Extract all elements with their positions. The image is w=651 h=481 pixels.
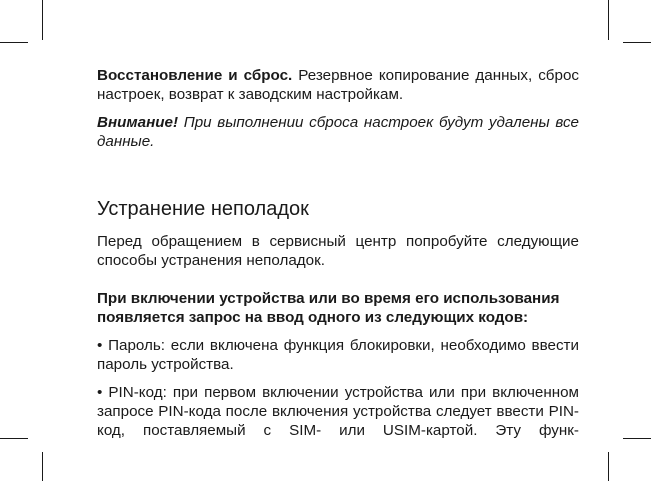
recovery-text: Резервное копирование данных, сброс настроек, возврат к заводским настройкам. <box>97 67 579 103</box>
warning-text: При выполнении сброса настроек будут удалены все данные. <box>97 114 579 150</box>
crop-mark-top-left-h <box>0 42 28 43</box>
crop-mark-top-left <box>42 0 43 40</box>
intro-paragraph: Перед обращением в сервисный центр попробуйте следующие способы устранения неполадок. <box>97 233 579 269</box>
crop-mark-top-right-h <box>623 42 651 43</box>
warning-paragraph <box>97 113 579 151</box>
bullet-password: • Пароль: если включена функция блокировки, необходимо ввести пароль устройства. <box>97 337 579 373</box>
recovery-paragraph <box>97 66 579 104</box>
page-content <box>97 66 579 449</box>
warning-lead: Внимание! <box>97 114 179 131</box>
codes-subheading: При включении устройства или во время его использования появляется запрос на ввод одного из следующих кодов: <box>97 290 560 326</box>
crop-mark-bottom-left <box>42 452 43 481</box>
bullet-pin: • PIN-код: при первом включении устройства или при включенном запросе PIN-кода после включения устройства следует ввести PIN-код, поставляемый с SIM- или USIM-картой. Эту функ- <box>97 384 579 439</box>
crop-mark-top-right <box>608 0 609 40</box>
crop-mark-bottom-right-h <box>623 438 651 439</box>
recovery-lead: Восстановление и сброс. <box>97 67 293 84</box>
crop-mark-bottom-right <box>608 452 609 481</box>
crop-mark-bottom-left-h <box>0 438 28 439</box>
section-title: Устранение неполадок <box>97 198 309 220</box>
